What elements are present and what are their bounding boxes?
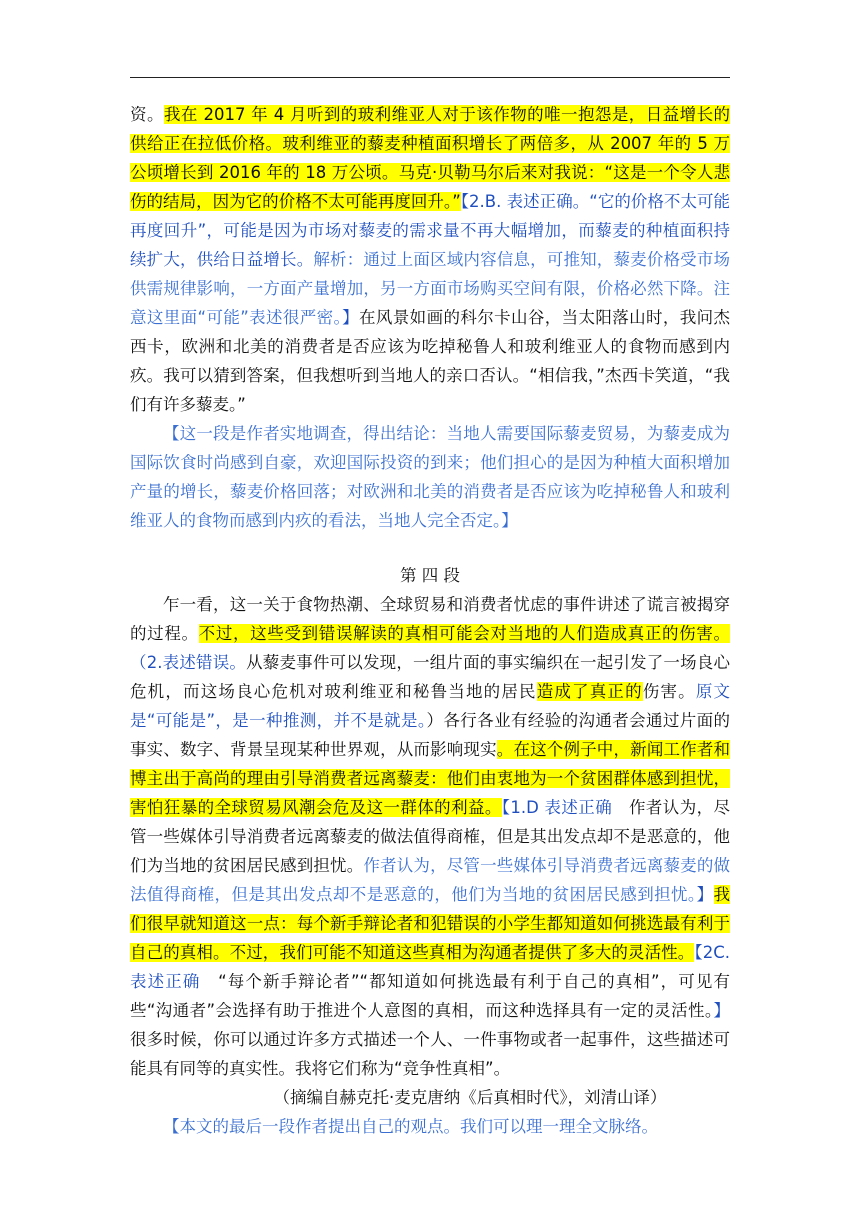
annotation-2-wrong: （2.表述错误。	[130, 653, 247, 672]
document-page	[130, 100, 730, 1141]
highlighted-quote-bolivia: 我在 2017 年 4 月听到的玻利维亚人对于该作物的唯一抱怨是，日益增长的供给正在拉低价格。玻利维亚的藜麦种植面积增长了两倍多，从 2007 年的 5 万公顷增长到 2016 年的 18 万公顷。马克·贝勒马尔后来对我说：“这是一个令人悲伤的结局，因为它的价格不太可能再度回升。”	[130, 105, 731, 211]
text-competing-truths: 很多时候，你可以通过许多方式描述一个人、一件事物或者一起事件，这些描述可能具有同等的真实性。我将它们称为“竞争性真相”。	[130, 1030, 730, 1078]
highlighted-real-harm: 造成了真正的	[536, 682, 643, 701]
text-quinoa-event: 从藜麦事件可以发现，一组片面的事实编织在一起引发了一场良心危机，而这场良心危机对玻利维亚和秘鲁当地的居民	[130, 653, 730, 701]
section-heading: 第 四 段	[400, 566, 460, 585]
annotation-close-2c: 】	[713, 1001, 730, 1020]
annotation-close-bracket: 】	[342, 308, 360, 327]
paragraph-note-1: 【这一段是作者实地调查，得出结论：当地人需要国际藜麦贸易，为藜麦成为国际饮食时尚感到自豪，欢迎国际投资的到来；他们担心的是因为种植大面积增加产量的增长，藜麦价格回落；对欧洲和北美的消费者是否应该为吃掉秘鲁人和玻利维亚人的食物而感到内疚的看法，当地人完全否定。】	[130, 424, 730, 530]
highlighted-journalists: 。在这个例子中，新闻工作者和博主出于高尚的理由引导消费者远离藜麦：他们由衷地为一个贫困群体感到担忧，害怕狂暴的全球贸易风潮会危及这一群体的利益。	[130, 740, 731, 817]
text-intro: 乍一看，这一关于食物热潮、全球贸易和消费者忧虑的事件讲述了谎言被揭穿的过程。	[130, 595, 730, 643]
text-colca-valley: 在风景如画的科尔卡山谷，当太阳落山时，我问杰西卡，欧洲和北美的消费者是否应该为吃掉秘鲁人和玻利维亚人的食物而感到内疚。我可以猜到答案，但我想听到当地人的亲口否认。“相信我，”杰西卡笑道，“我们有许多藜麦。”	[130, 308, 731, 414]
text-continuation: 资。	[130, 105, 164, 124]
paragraph-1	[130, 100, 730, 419]
annotation-1d: 【1.D 表述正确	[501, 798, 613, 817]
annotation-2b: 【2.B. 表述正确。“它的价格不太可能再度回升”，可能是因为市场对藜麦的需求量不再大幅增加，而藜麦的种植面积持续扩大，供给日益增长。	[130, 192, 730, 269]
annotation-2c: 【2C. 表述正确	[130, 943, 731, 991]
header-rule	[130, 77, 730, 78]
text-harm: 伤害。	[642, 682, 696, 701]
paragraph-2	[130, 590, 730, 1083]
annotation-original-text: 原文是“可能是”，是一种推测，并不是就是。	[130, 682, 731, 730]
annotation-close-1d: 】	[696, 885, 714, 904]
source-citation: （摘编自赫克托·麦克唐纳《后真相时代》，刘清山译）	[273, 1088, 667, 1107]
text-communicators: ）各行各业有经验的沟通者会通过片面的事实、数字、背景呈现某种世界观，从而影响现实	[130, 711, 730, 759]
annotation-analysis: 解析：通过上面区域内容信息，可推知，藜麦价格受市场供需规律影响，一方面产量增加，另一方面市场购买空间有限，价格必然下降。注意这里面“可能”表述很严密。	[130, 250, 731, 327]
text-author-view: 作者认为，尽管一些媒体引导消费者远离藜麦的做法值得商榷，但是其出发点却不是恶意的，他们为当地的贫困居民感到担忧。	[130, 798, 730, 875]
highlighted-misread-truth: 不过，这些受到错误解读的真相可能会对当地的人们造成真正的伤害。	[198, 624, 731, 643]
highlighted-debaters: 我们很早就知道这一点：每个新手辩论者和犯错误的小学生都知道如何挑选最有利于自己的真相。不过，我们可能不知道这些真相为沟通者提供了多大的灵活性。	[130, 885, 731, 962]
annotation-author-view-repeat: 作者认为，尽管一些媒体引导消费者远离藜麦的做法值得商榷，但是其出发点却不是恶意的，他们为当地的贫困居民感到担忧。	[130, 856, 731, 904]
final-note: 【本文的最后一段作者提出自己的观点。我们可以理一理全文脉络。	[163, 1117, 658, 1136]
text-2c-explanation: “每个新手辩论者”“都知道如何挑选最有利于自己的真相”，可见有些“沟通者”会选择有助于推进个人意图的真相，而这种选择具有一定的灵活性。	[130, 972, 730, 1020]
